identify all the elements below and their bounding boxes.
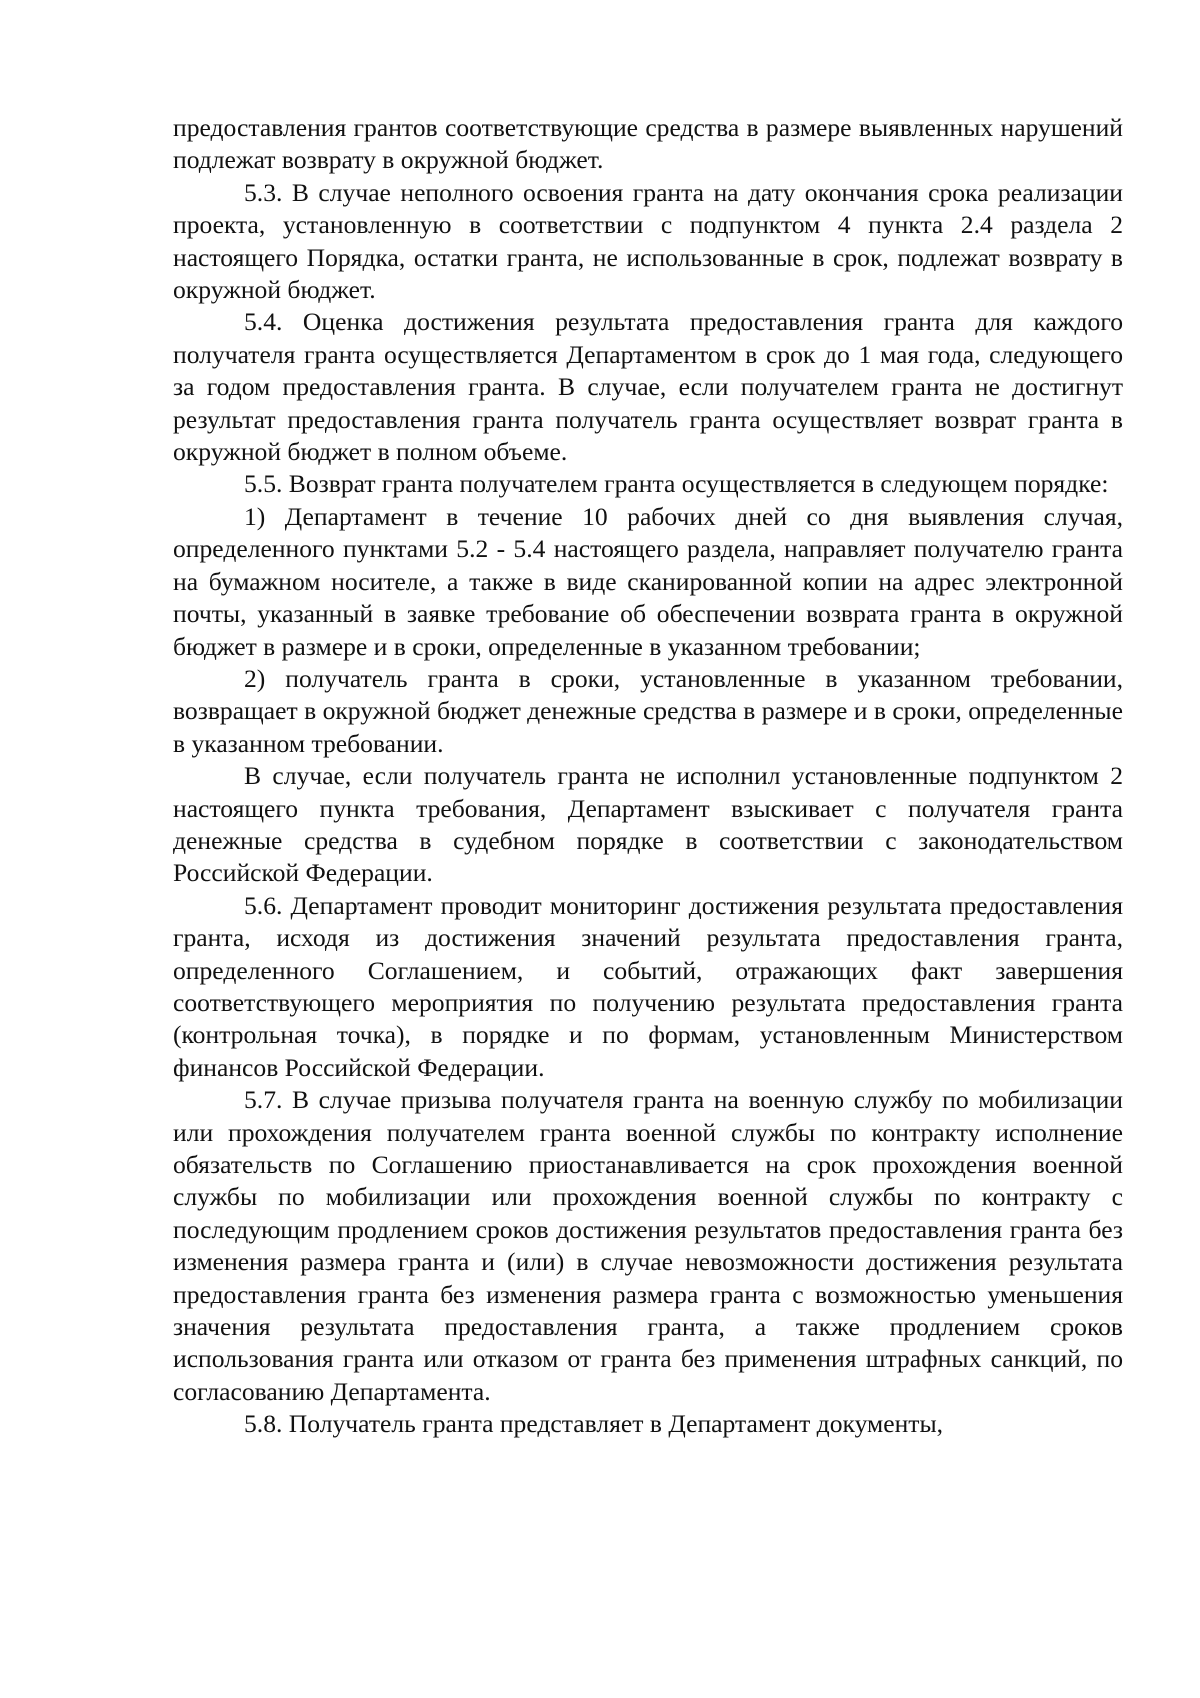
paragraph-5-5-note: В случае, если получатель гранта не исполнил установленные подпунктом 2 настоящего пункта требования, Департамент взыскивает с получателя гранта денежные средства в судебном порядке в соответствии с законодательством Российской Федерации. [173,761,1123,888]
paragraph-5-8: 5.8. Получатель гранта представляет в Департамент документы, [244,1409,944,1439]
paragraph-5-3: 5.3. В случае неполного освоения гранта на дату окончания срока реализации проекта, установленную в соответствии с подпунктом 4 пункта 2.4 раздела 2 настоящего Порядка, остатки гранта, не использованные в срок, подлежат возврату в окружной бюджет. [173,177,1123,305]
paragraph-continuation: предоставления грантов соответствующие средства в размере выявленных нарушений подлежат возврату в окружной бюджет. [173,113,1123,175]
paragraph-5-6: 5.6. Департамент проводит мониторинг достижения результата предоставления гранта, исходя из достижения значений результата предоставления гранта, определенного Соглашением, и событий, отражающих факт завершения соответствующего мероприятия по получению результата предоставления гранта (контрольная точка), в порядке и по формам, установленным Министерством финансов Российской Федерации. [173,890,1123,1082]
paragraph-5-5-item-1: 1) Департамент в течение 10 рабочих дней со дня выявления случая, определенного пунктами 5.2 - 5.4 настоящего раздела, направляет получателю гранта на бумажном носителе, а также в виде сканированной копии на адрес электронной почты, указанный в заявке требование об обеспечении возврата гранта в окружной бюджет в размере и в сроки, определенные в указанном требовании; [173,501,1123,661]
paragraph-5-7: 5.7. В случае призыва получателя гранта на военную службу по мобилизации или прохождения получателем гранта военной службы по контракту исполнение обязательств по Соглашению приостанавливается на срок прохождения военной службы по мобилизации или прохождения военной службы по контракту с последующим продлением сроков достижения результатов предоставления гранта без изменения размера гранта и (или) в случае невозможности достижения результата предоставления гранта без изменения размера гранта с возможностью уменьшения значения результата предоставления гранта, а также продлением сроков использования гранта или отказом от гранта без применения штрафных санкций, по согласованию Департамента. [173,1085,1123,1406]
document-text [173,112,1123,1441]
paragraph-5-5: 5.5. Возврат гранта получателем гранта осуществляется в следующем порядке: [244,469,1109,499]
paragraph-5-5-item-2: 2) получатель гранта в сроки, установленные в указанном требовании, возвращает в окружной бюджет денежные средства в размере и в сроки, определенные в указанном требовании. [173,663,1123,758]
paragraph-5-4: 5.4. Оценка достижения результата предоставления гранта для каждого получателя гранта осуществляется Департаментом в срок до 1 мая года, следующего за годом предоставления гранта. В случае, если получателем гранта не достигнут результат предоставления гранта получатель гранта осуществляет возврат гранта в окружной бюджет в полном объеме. [173,307,1123,467]
